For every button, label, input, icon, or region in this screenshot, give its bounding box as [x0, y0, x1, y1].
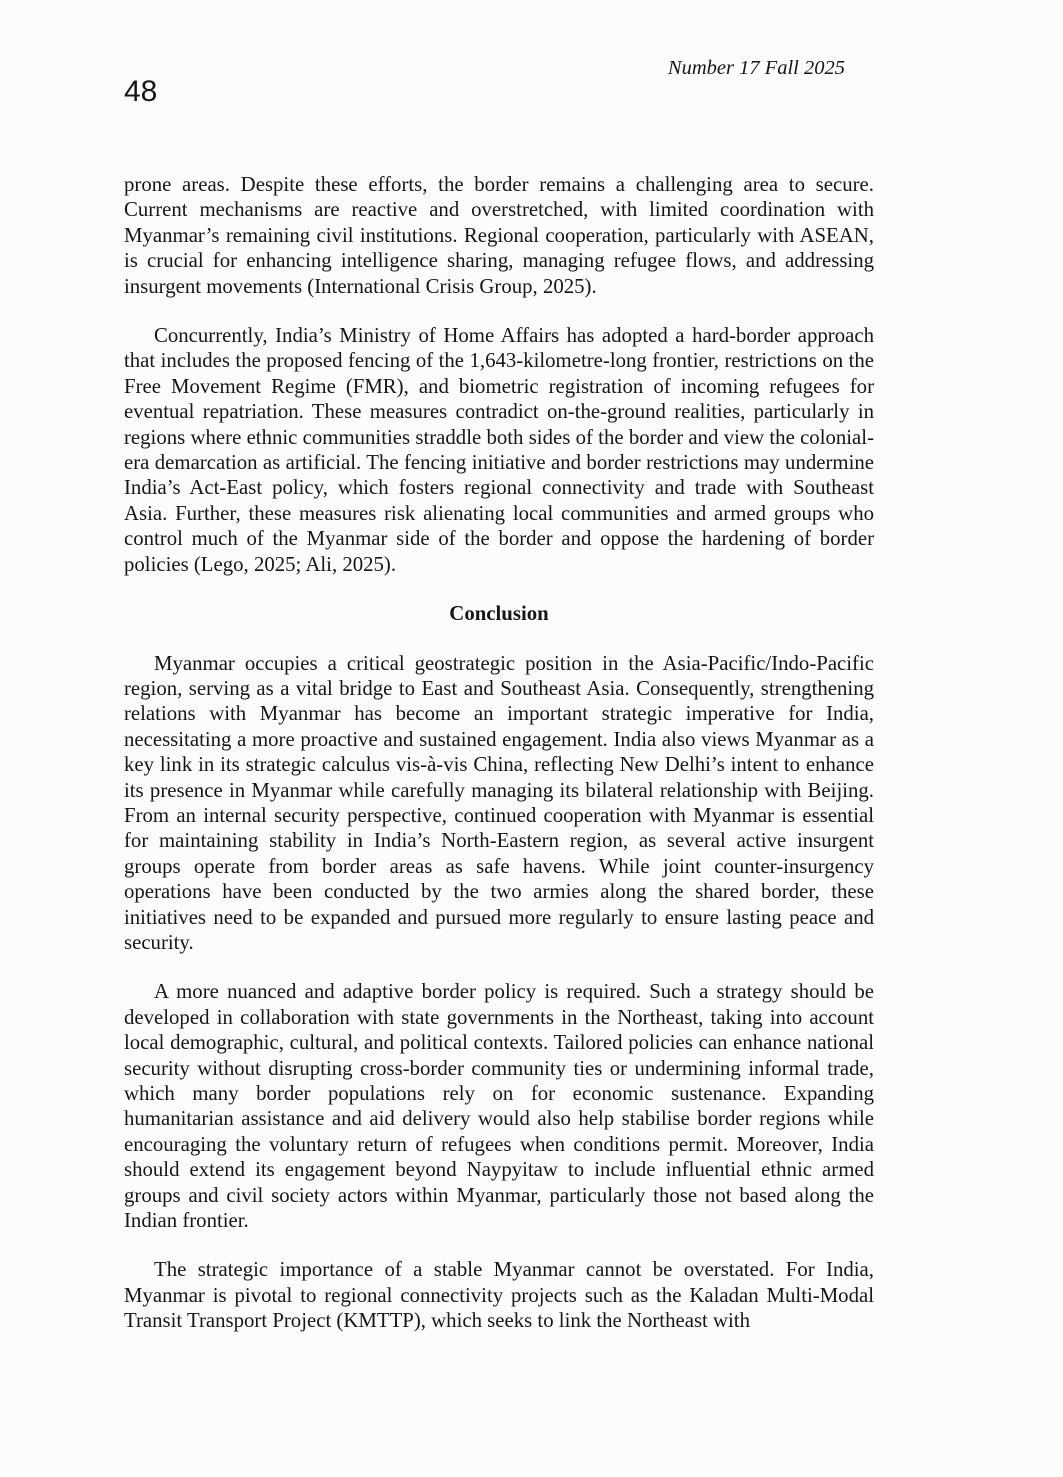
paragraph-geostrategic: Myanmar occupies a critical geostrategic position in the Asia-Pacific/Indo-Pacific region, serving as a vital bridge to East and Southeast Asia. Consequently, strengthening relations with Myanmar has become an important strategic imperative for India, necessitating a more proactive and sustained engagement. India also views Myanmar as a key link in its strategic calculus vis-à-vis China, reflecting New Delhi’s intent to enhance its presence in Myanmar while carefully managing its bilateral relationship with Beijing. From an internal security perspective, continued cooperation with Myanmar is essential for maintaining stability in India’s North-Eastern region, as several active insurgent groups operate from border areas as safe havens. While joint counter-insurgency operations have been conducted by the two armies along the shared border, these initiatives need to be expanded and pursued more regularly to ensure lasting peace and security. — [124, 651, 874, 954]
paragraph-border-policy: A more nuanced and adaptive border policy is required. Such a strategy should be developed in collaboration with state governments in the Northeast, taking into account local demographic, cultural, and political contexts. Tailored policies can enhance national security without disrupting cross-border community ties or undermining informal trade, which many border populations rely on for economic sustenance. Expanding humanitarian assistance and aid delivery would also help stabilise border regions while encouraging the voluntary return of refugees when conditions permit. Moreover, India should extend its engagement beyond Naypyitaw to include influential ethnic armed groups and civil society actors within Myanmar, particularly those not based along the Indian frontier. — [124, 980, 874, 1233]
paragraph-strategic-importance: The strategic importance of a stable Myanmar cannot be overstated. For India, Myanmar is pivotal to regional connectivity projects such as the Kaladan Multi-Modal Transit Transport Project (KMTTP), which seeks to link the Northeast with — [124, 1258, 874, 1333]
section-heading-conclusion: Conclusion — [449, 602, 549, 626]
page-number: 48 — [124, 75, 158, 108]
running-header: Number 17 Fall 2025 — [667, 57, 845, 79]
paragraph-continuation: prone areas. Despite these efforts, the border remains a challenging area to secure. Current mechanisms are reactive and overstretched, with limited coordination with Myanmar’s remaining civil institutions. Regional cooperation, particularly with ASEAN, is crucial for enhancing intelligence sharing, managing refugee flows, and addressing insurgent movements (International Crisis Group, 2025). — [124, 173, 874, 298]
body-text-column — [124, 172, 874, 1334]
paragraph-hard-border: Concurrently, India’s Ministry of Home Affairs has adopted a hard-border approach that includes the proposed fencing of the 1,643-kilometre-long frontier, restrictions on the Free Movement Regime (FMR), and biometric registration of incoming refugees for eventual repatriation. These measures contradict on-the-ground realities, particularly in regions where ethnic communities straddle both sides of the border and view the colonial-era demarcation as artificial. The fencing initiative and border restrictions may undermine India’s Act-East policy, which fosters regional connectivity and trade with Southeast Asia. Further, these measures risk alienating local communities and armed groups who control much of the Myanmar side of the border and oppose the hardening of border policies (Lego, 2025; Ali, 2025). — [124, 324, 874, 576]
